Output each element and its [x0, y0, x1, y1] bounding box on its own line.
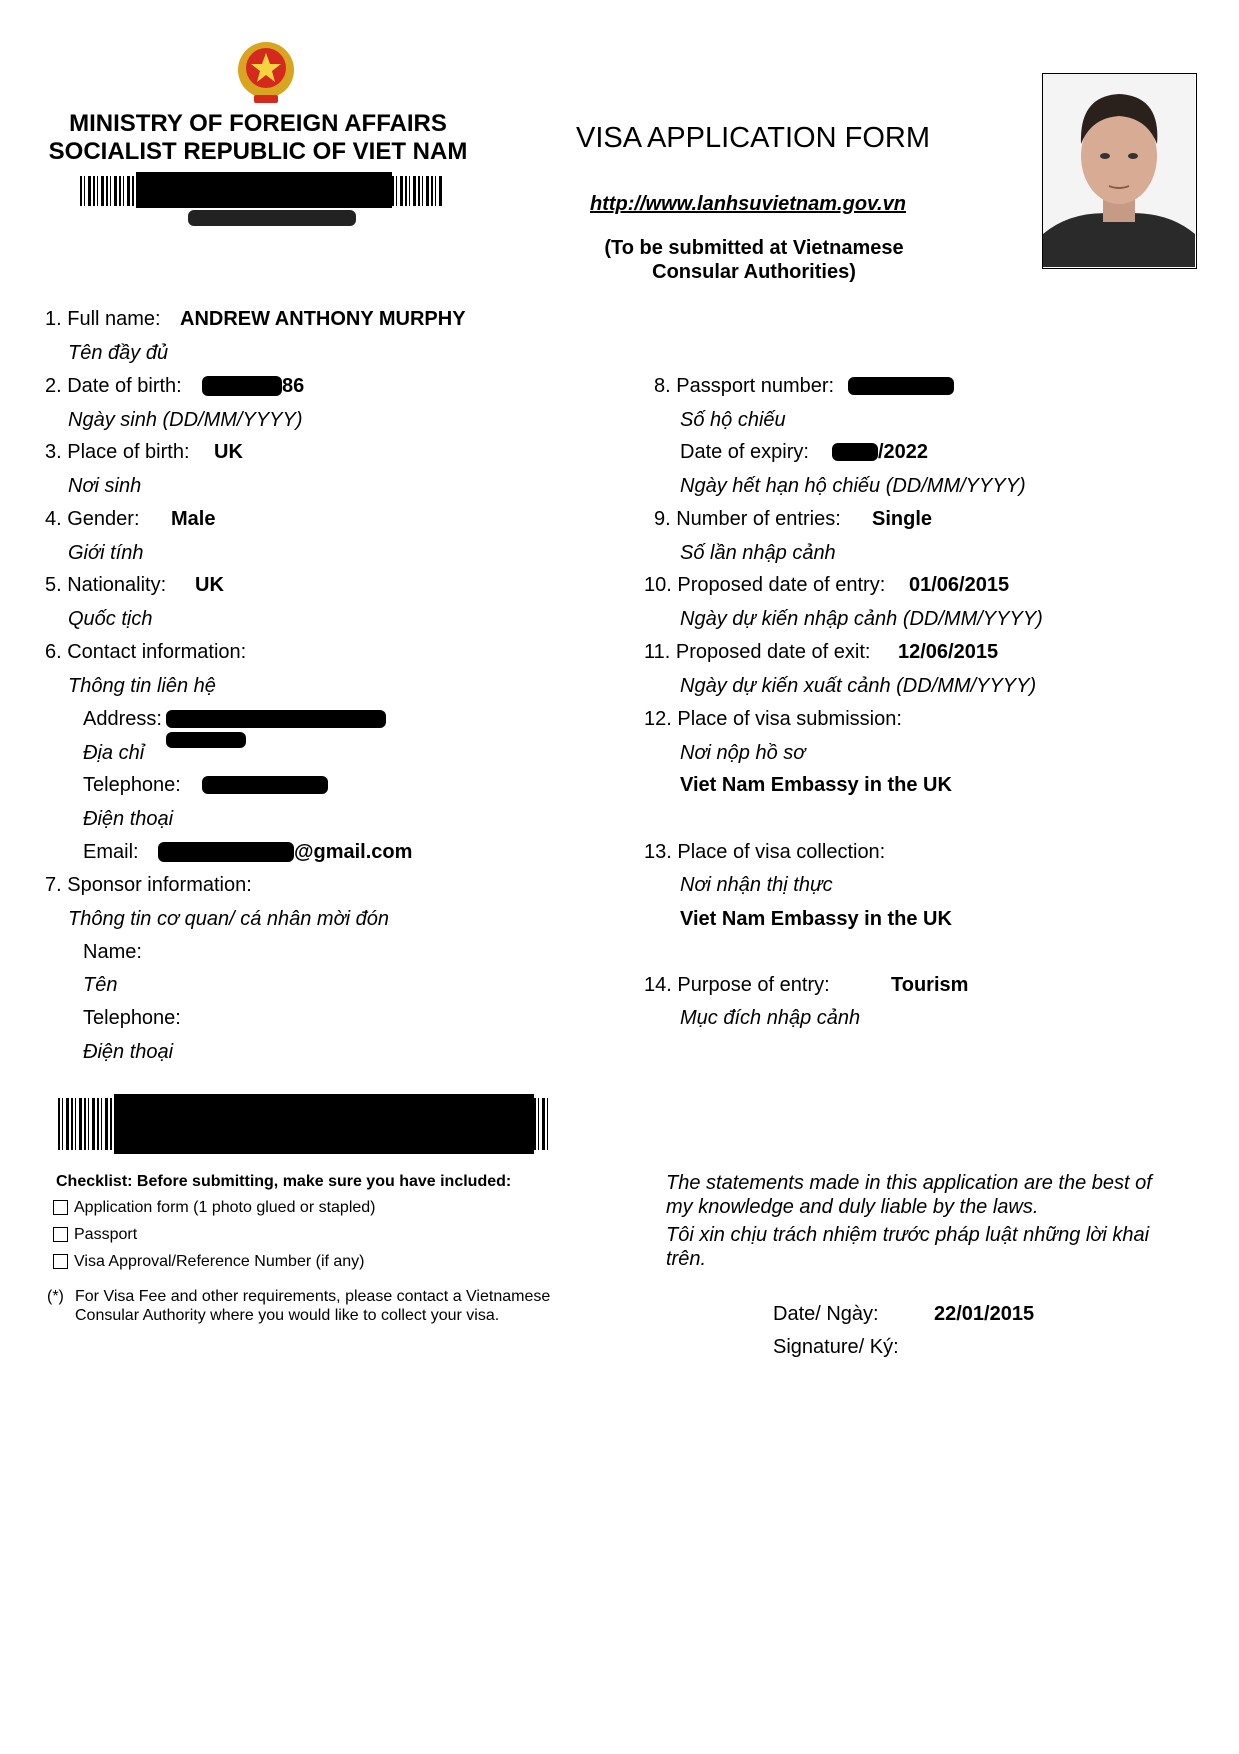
full-name-label: 1. Full name: — [45, 308, 161, 330]
checklist-item-passport[interactable] — [53, 1226, 137, 1244]
address-label: Address: — [83, 708, 162, 730]
date-of-birth-label-vi: Ngày sinh (DD/MM/YYYY) — [68, 409, 303, 431]
address-redaction-1 — [166, 710, 386, 728]
email-redaction — [158, 842, 294, 862]
checklist-item-application-form[interactable] — [53, 1199, 376, 1217]
purpose-of-entry-label: 14. Purpose of entry: — [644, 974, 830, 996]
footnote-line-2: Consular Authority where you would like to collect your visa. — [75, 1307, 500, 1324]
checklist-item-label: Visa Approval/Reference Number (if any) — [74, 1253, 365, 1270]
sponsor-information-label-vi: Thông tin cơ quan/ cá nhân mời đón — [68, 908, 390, 930]
date-of-birth-redaction — [202, 376, 282, 396]
sponsor-telephone-label-vi: Điện thoại — [83, 1041, 174, 1063]
date-label: Date/ Ngày: — [773, 1303, 879, 1325]
visa-collection-label: 13. Place of visa collection: — [644, 841, 886, 863]
checklist-item-label: Application form (1 photo glued or stapled) — [74, 1199, 376, 1216]
statement-vi-line-2: trên. — [666, 1248, 707, 1270]
proposed-exit-value: 12/06/2015 — [898, 641, 999, 663]
checklist-item-label: Passport — [74, 1226, 138, 1243]
sponsor-telephone-label: Telephone: — [83, 1007, 181, 1029]
note-line-2: Consular Authorities) — [652, 261, 856, 283]
header-barcode-left — [80, 176, 136, 206]
contact-information-label-vi: Thông tin liên hệ — [68, 675, 216, 697]
nationality-label-vi: Quốc tịch — [68, 608, 153, 630]
date-of-birth-label: 2. Date of birth: — [45, 375, 182, 397]
date-of-birth-value: 86 — [282, 375, 305, 397]
proposed-exit-label: 11. Proposed date of exit: — [644, 641, 871, 663]
statement-en-line-2: my knowledge and duly liable by the laws. — [666, 1196, 1039, 1218]
visa-submission-label-vi: Nơi nộp hồ sơ — [680, 742, 806, 764]
ministry-name — [28, 110, 488, 166]
footer-barcode-left — [58, 1098, 114, 1150]
sponsor-name-label-vi: Tên — [83, 974, 118, 996]
visa-submission-label: 12. Place of visa submission: — [644, 708, 902, 730]
date-value: 22/01/2015 — [934, 1303, 1035, 1325]
place-of-birth-value: UK — [214, 441, 243, 463]
purpose-of-entry-label-vi: Mục đích nhập cảnh — [680, 1007, 861, 1029]
checklist-heading: Checklist: Before submitting, make sure you have included: — [56, 1173, 512, 1190]
footnote-line-1: For Visa Fee and other requirements, please contact a Vietnamese — [75, 1288, 551, 1305]
visa-submission-value: Viet Nam Embassy in the UK — [680, 774, 952, 796]
contact-information-label: 6. Contact information: — [45, 641, 247, 663]
visa-collection-value: Viet Nam Embassy in the UK — [680, 908, 952, 930]
email-label: Email: — [83, 841, 139, 863]
gender-label-vi: Giới tính — [68, 542, 144, 564]
applicant-portrait — [1043, 74, 1195, 267]
footnote-mark: (*) — [47, 1288, 64, 1305]
header-code-redaction — [188, 210, 356, 226]
consulate-url[interactable]: http://www.lanhsuvietnam.gov.vn — [590, 193, 906, 215]
telephone-label-vi: Điện thoại — [83, 808, 174, 830]
address-redaction-2 — [166, 732, 246, 748]
full-name-value: ANDREW ANTHONY MURPHY — [180, 308, 466, 330]
purpose-of-entry-value: Tourism — [891, 974, 969, 996]
header-barcode-redaction — [136, 172, 392, 208]
nationality-value: UK — [195, 574, 224, 596]
form-title: VISA APPLICATION FORM — [576, 122, 930, 154]
header-barcode-right — [392, 176, 444, 206]
date-of-expiry-value: /2022 — [878, 441, 929, 463]
signature-label: Signature/ Ký: — [773, 1336, 899, 1358]
gender-label: 4. Gender: — [45, 508, 140, 530]
visa-collection-label-vi: Nơi nhận thị thực — [680, 874, 833, 896]
statement-en-line-1: The statements made in this application are the best of — [666, 1172, 1152, 1194]
sponsor-name-label: Name: — [83, 941, 142, 963]
checkbox-passport[interactable] — [53, 1227, 68, 1242]
number-of-entries-label: 9. Number of entries: — [654, 508, 841, 530]
proposed-entry-value: 01/06/2015 — [909, 574, 1010, 596]
proposed-exit-label-vi: Ngày dự kiến xuất cảnh (DD/MM/YYYY) — [680, 675, 1037, 697]
gender-value: Male — [171, 508, 216, 530]
telephone-label: Telephone: — [83, 774, 181, 796]
date-of-expiry-label-vi: Ngày hết hạn hộ chiếu (DD/MM/YYYY) — [680, 475, 1026, 497]
ministry-line-1: MINISTRY OF FOREIGN AFFAIRS — [69, 110, 447, 137]
email-value: @gmail.com — [294, 841, 413, 863]
checklist-item-visa-approval[interactable] — [53, 1253, 365, 1271]
address-label-vi: Địa chỉ — [83, 742, 145, 764]
proposed-entry-label-vi: Ngày dự kiến nhập cảnh (DD/MM/YYYY) — [680, 608, 1043, 630]
number-of-entries-value: Single — [872, 508, 933, 530]
ministry-line-2: SOCIALIST REPUBLIC OF VIET NAM — [48, 138, 468, 165]
place-of-birth-label-vi: Nơi sinh — [68, 475, 142, 497]
passport-number-redaction — [848, 377, 954, 395]
passport-number-label: 8. Passport number: — [654, 375, 835, 397]
footer-barcode-redaction — [114, 1094, 534, 1154]
national-emblem — [234, 40, 298, 106]
applicant-photo — [1042, 73, 1197, 269]
note-line-1: (To be submitted at Vietnamese — [604, 237, 904, 259]
proposed-entry-label: 10. Proposed date of entry: — [644, 574, 886, 596]
date-of-expiry-label: Date of expiry: — [680, 441, 809, 463]
sponsor-information-label: 7. Sponsor information: — [45, 874, 252, 896]
number-of-entries-label-vi: Số lần nhập cảnh — [680, 542, 836, 564]
passport-number-label-vi: Số hộ chiếu — [680, 409, 786, 431]
date-of-expiry-redaction — [832, 443, 878, 461]
submission-note — [584, 236, 924, 284]
place-of-birth-label: 3. Place of birth: — [45, 441, 190, 463]
nationality-label: 5. Nationality: — [45, 574, 167, 596]
footer-barcode-right — [534, 1098, 548, 1150]
statement-vi-line-1: Tôi xin chịu trách nhiệm trước pháp luật những lời khai — [666, 1224, 1150, 1246]
checkbox-application-form[interactable] — [53, 1200, 68, 1215]
full-name-label-vi: Tên đầy đủ — [68, 342, 169, 364]
declaration-statement — [666, 1171, 1152, 1271]
checkbox-visa-approval[interactable] — [53, 1254, 68, 1269]
telephone-redaction — [202, 776, 328, 794]
